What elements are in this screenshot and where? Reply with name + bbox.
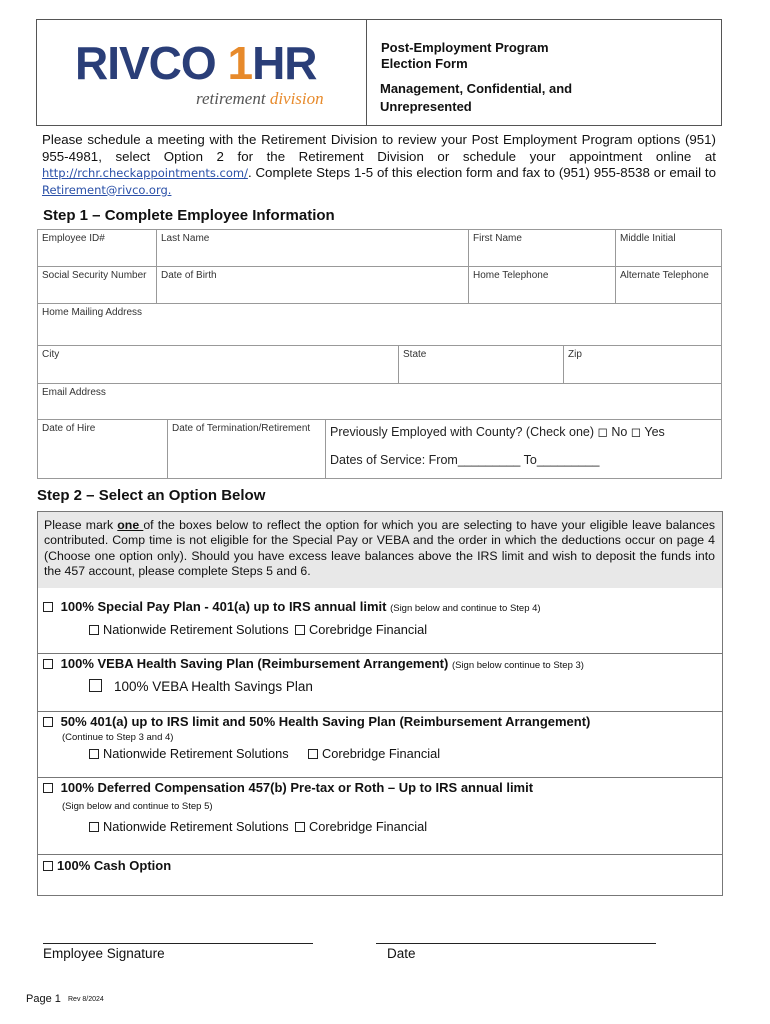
logo-subtitle: retirement division bbox=[196, 89, 324, 108]
employee-signature-line[interactable] bbox=[43, 943, 313, 944]
last-name-field[interactable]: Last Name bbox=[156, 229, 469, 267]
alt-phone-field[interactable]: Alternate Telephone bbox=[615, 266, 722, 304]
option1-corebridge[interactable]: Corebridge Financial bbox=[295, 622, 427, 637]
home-phone-field[interactable]: Home Telephone bbox=[468, 266, 616, 304]
date-label: Date bbox=[387, 946, 416, 961]
dates-of-service[interactable]: Dates of Service: From_________ To_________ bbox=[330, 453, 600, 467]
checkbox-icon[interactable] bbox=[43, 783, 53, 793]
checkbox-icon[interactable] bbox=[295, 625, 305, 635]
termination-date-field[interactable]: Date of Termination/Retirement bbox=[167, 419, 326, 479]
prior-employment-cell bbox=[325, 419, 722, 479]
appointment-link[interactable]: http://rchr.checkappointments.com/ bbox=[42, 166, 248, 180]
intro-paragraph: Please schedule a meeting with the Retirement Division to review your Post Employment Program options (951) 955-4981, select Option 2 for the Retirement Division or schedule your appointment online at http://rchr.checkappointments.com/. Complete Steps 1-5 of this election form and fax to (951) 955-8538 or email to Retirement@rivco.org. bbox=[42, 132, 716, 197]
option-cash[interactable]: 100% Cash Option bbox=[43, 858, 171, 873]
option3-nationwide[interactable]: Nationwide Retirement Solutions bbox=[89, 746, 289, 761]
checkbox-icon[interactable] bbox=[89, 679, 102, 692]
middle-initial-field[interactable]: Middle Initial bbox=[615, 229, 722, 267]
option2-veba-plan[interactable]: 100% VEBA Health Savings Plan bbox=[89, 679, 313, 694]
option-457b[interactable]: 100% Deferred Compensation 457(b) Pre-tax or Roth – Up to IRS annual limit bbox=[43, 780, 533, 795]
divider bbox=[37, 711, 723, 712]
email-link[interactable]: Retirement@rivco.org. bbox=[42, 182, 172, 197]
form-title: Post-Employment Program Election Form bbox=[381, 40, 549, 71]
state-field[interactable]: State bbox=[398, 345, 564, 384]
option4-corebridge[interactable]: Corebridge Financial bbox=[295, 819, 427, 834]
option3-corebridge[interactable]: Corebridge Financial bbox=[308, 746, 440, 761]
checkbox-icon[interactable] bbox=[89, 749, 99, 759]
address-field[interactable]: Home Mailing Address bbox=[37, 303, 722, 346]
option-veba[interactable]: 100% VEBA Health Saving Plan (Reimbursement Arrangement) (Sign below continue to Step 3) bbox=[43, 656, 584, 671]
employee-signature-label: Employee Signature bbox=[43, 946, 165, 961]
checkbox-icon[interactable] bbox=[295, 822, 305, 832]
divider bbox=[37, 777, 723, 778]
ssn-field[interactable]: Social Security Number bbox=[37, 266, 157, 304]
email-field[interactable]: Email Address bbox=[37, 383, 722, 420]
revision-date: Rev 8/2024 bbox=[68, 996, 104, 1003]
step2-heading: Step 2 – Select an Option Below bbox=[37, 487, 266, 504]
hire-date-field[interactable]: Date of Hire bbox=[37, 419, 168, 479]
checkbox-icon[interactable] bbox=[43, 602, 53, 612]
option4-note: (Sign below and continue to Step 5) bbox=[62, 801, 213, 812]
option1-nationwide[interactable]: Nationwide Retirement Solutions bbox=[89, 622, 289, 637]
step2-instructions: Please mark one of the boxes below to reflect the option for which you are selecting to have your eligible leave balances contributed. Comp time is not eligible for the Special Pay or VEBA and the order in which the deductions occur on page 4 (Choose one option only). Should you have excess leave balances above the IRS limit and wish to deposit the funds into the 457 account, please complete Steps 5 and 6. bbox=[38, 512, 722, 588]
checkbox-icon[interactable] bbox=[89, 625, 99, 635]
option-split-401a-hsp[interactable]: 50% 401(a) up to IRS limit and 50% Health Saving Plan (Reimbursement Arrangement) bbox=[43, 714, 590, 729]
zip-field[interactable]: Zip bbox=[563, 345, 722, 384]
divider bbox=[37, 653, 723, 654]
checkbox-icon[interactable] bbox=[43, 717, 53, 727]
step1-heading: Step 1 – Complete Employee Information bbox=[43, 207, 335, 224]
first-name-field[interactable]: First Name bbox=[468, 229, 616, 267]
dob-field[interactable]: Date of Birth bbox=[156, 266, 469, 304]
prev-employed-question[interactable]: Previously Employed with County? (Check one) ◻ No ◻ Yes bbox=[330, 425, 665, 439]
checkbox-icon[interactable] bbox=[43, 861, 53, 871]
rivco-hr-logo: RIVCO 1HR bbox=[75, 37, 317, 89]
form-subtitle: Management, Confidential, and Unrepresented bbox=[380, 81, 573, 114]
divider bbox=[37, 854, 723, 855]
option3-note: (Continue to Step 3 and 4) bbox=[62, 732, 174, 743]
checkbox-icon[interactable] bbox=[89, 822, 99, 832]
city-field[interactable]: City bbox=[37, 345, 399, 384]
option4-nationwide[interactable]: Nationwide Retirement Solutions bbox=[89, 819, 289, 834]
checkbox-icon[interactable] bbox=[43, 659, 53, 669]
checkbox-icon[interactable] bbox=[308, 749, 318, 759]
page-number: Page 1 bbox=[26, 993, 61, 1005]
option-special-pay[interactable]: 100% Special Pay Plan - 401(a) up to IRS annual limit (Sign below and continue to Step 4) bbox=[43, 599, 541, 614]
employee-id-field[interactable]: Employee ID# bbox=[37, 229, 157, 267]
date-line[interactable] bbox=[376, 943, 656, 944]
